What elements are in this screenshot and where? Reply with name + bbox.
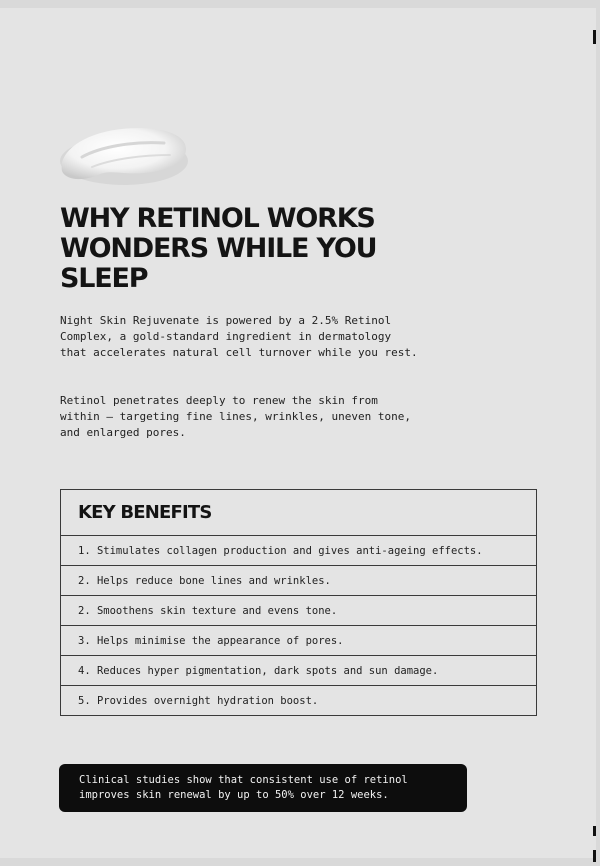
cream-swatch-image [52, 113, 192, 193]
page-heading [60, 204, 540, 294]
heading-line: WONDERS WHILE YOU [60, 233, 377, 264]
intro-paragraph: Retinol penetrates deeply to renew the skin from within — targeting fine lines, wrinkles, uneven tone, and enlarged pores. [60, 394, 411, 439]
document-page [0, 8, 596, 858]
benefit-item: 1. Stimulates collagen production and gives anti-ageing effects. [61, 536, 536, 566]
key-benefits-title: KEY BENEFITS [61, 490, 536, 536]
key-benefits-box [60, 489, 537, 716]
benefit-item: 2. Helps reduce bone lines and wrinkles. [61, 566, 536, 596]
heading-line: SLEEP [60, 263, 148, 294]
intro-paragraph: Night Skin Rejuvenate is powered by a 2.5% Retinol Complex, a gold-standard ingredient in dermatology that accelerates natural cell turnover while you rest. [60, 314, 418, 359]
benefit-item: 2. Smoothens skin texture and evens tone. [61, 596, 536, 626]
benefit-item: 3. Helps minimise the appearance of pores. [61, 626, 536, 656]
benefit-item: 4. Reduces hyper pigmentation, dark spots and sun damage. [61, 656, 536, 686]
page-edge-mark [593, 30, 596, 44]
heading-line: WHY RETINOL WORKS [60, 203, 375, 234]
page-edge-mark [593, 826, 596, 836]
benefit-item: 5. Provides overnight hydration boost. [78, 694, 319, 707]
clinical-study-callout: Clinical studies show that consistent use of retinol improves skin renewal by up to 50% over 12 weeks. [59, 764, 467, 812]
page-edge-mark [593, 850, 596, 862]
